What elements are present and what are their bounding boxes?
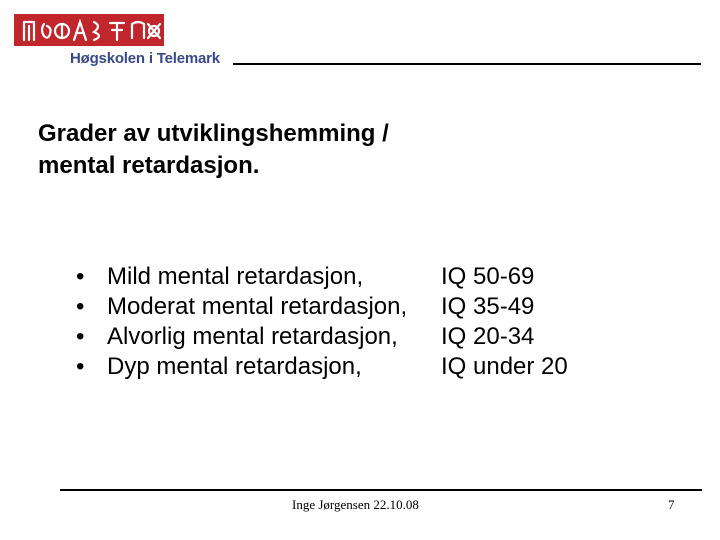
school-name: Høgskolen i Telemark (70, 50, 220, 67)
severity-list (76, 262, 568, 382)
logo-symbols-icon (14, 14, 164, 46)
bullet-icon: • (76, 263, 85, 290)
bullet-icon: • (76, 323, 85, 350)
severity-label: Mild mental retardasjon, (107, 263, 364, 290)
slide-title-line-2: mental retardasjon. (38, 152, 260, 179)
iq-range: IQ under 20 (441, 353, 568, 380)
slide-title (38, 118, 538, 182)
list-item (76, 262, 568, 292)
list-item (76, 322, 568, 352)
bullet-icon: • (76, 353, 85, 380)
footer-author: Inge Jørgensen 22.10.08 (292, 497, 419, 512)
logo (14, 14, 164, 46)
severity-label: Alvorlig mental retardasjon, (107, 323, 398, 350)
page-number: 7 (668, 497, 675, 512)
list-item (76, 292, 568, 322)
slide-title-line-1: Grader av utviklingshemming / (38, 120, 389, 147)
header-divider (233, 63, 701, 65)
iq-range: IQ 35-49 (441, 293, 535, 320)
severity-label: Moderat mental retardasjon, (107, 293, 408, 320)
footer-divider (60, 489, 702, 491)
severity-label: Dyp mental retardasjon, (107, 353, 362, 380)
list-item (76, 352, 568, 382)
iq-range: IQ 20-34 (441, 323, 535, 350)
bullet-icon: • (76, 293, 85, 320)
iq-range: IQ 50-69 (441, 263, 535, 290)
